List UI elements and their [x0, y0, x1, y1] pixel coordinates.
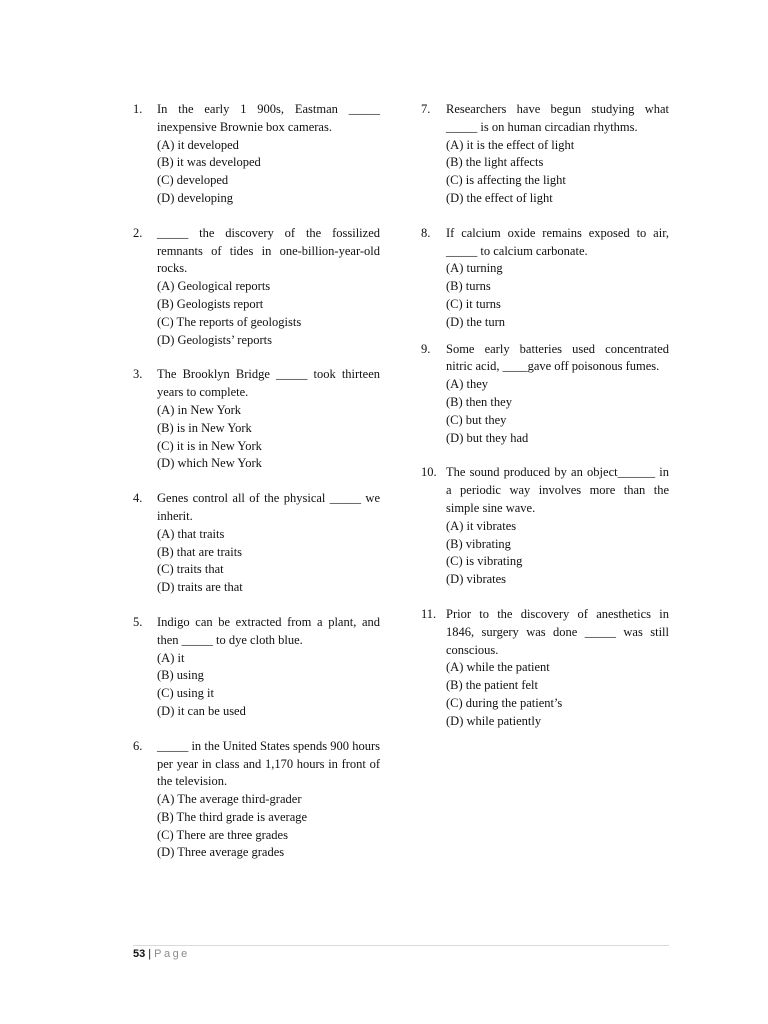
option-a: (A) turning — [446, 261, 503, 276]
question-number: 7. — [421, 102, 431, 116]
option-b: (B) vibrating — [446, 536, 511, 551]
option-a: (A) Geological reports — [157, 279, 271, 294]
page-footer — [133, 947, 190, 961]
question-7 — [421, 101, 669, 208]
footer-separator: | — [148, 948, 152, 960]
question-number: 2. — [133, 225, 143, 240]
option-a: (A) they — [446, 377, 488, 392]
option-c: (C) it turns — [446, 296, 501, 311]
option-a: (A) in New York — [157, 402, 242, 417]
option-d: (D) while patiently — [446, 713, 542, 728]
option-d: (D) developing — [157, 190, 234, 205]
right-question-column — [421, 101, 669, 748]
option-a: (A) that traits — [157, 526, 225, 541]
footer-divider — [133, 945, 669, 946]
option-c: (C) is vibrating — [446, 554, 523, 569]
option-c: (C) traits that — [157, 562, 224, 577]
option-c: (C) There are three grades — [157, 827, 288, 842]
option-c: (C) The reports of geologists — [157, 314, 302, 329]
question-number: 3. — [133, 367, 143, 382]
question-number: 11. — [421, 606, 437, 621]
question-10 — [421, 464, 669, 589]
question-number: 9. — [421, 341, 431, 356]
option-c: (C) using it — [157, 686, 214, 701]
option-a: (A) it is the effect of light — [446, 137, 575, 152]
question-number: 10. — [421, 465, 437, 480]
option-d: (D) vibrates — [446, 572, 507, 587]
page-label: Page — [154, 948, 190, 960]
option-b: (B) using — [157, 668, 204, 683]
option-d: (D) which New York — [157, 456, 262, 471]
question-stem: _____ in the United States spends 900 hours per year in class and 1,170 hours in front of the television. — [157, 738, 380, 789]
option-a: (A) The average third-grader — [157, 792, 302, 807]
option-c: (C) it is in New York — [157, 438, 262, 453]
option-b: (B) it was developed — [157, 155, 261, 170]
option-b: (B) The third grade is average — [157, 809, 308, 824]
question-6 — [133, 738, 380, 863]
question-11 — [421, 606, 669, 731]
question-stem: In the early 1 900s, Eastman _____ inexpensive Brownie box cameras. — [157, 102, 380, 134]
left-question-column — [133, 101, 380, 879]
option-d: (D) Geologists’ reports — [157, 332, 273, 347]
option-d: (D) traits are that — [157, 580, 243, 595]
question-stem: Indigo can be extracted from a plant, and then _____ to dye cloth blue. — [157, 614, 380, 647]
option-d: (D) but they had — [446, 430, 529, 445]
question-9 — [421, 341, 669, 448]
question-8 — [421, 225, 669, 332]
question-stem: _____ the discovery of the fossilized remnants of tides in one-billion-year-old rocks. — [157, 225, 380, 276]
option-a: (A) it developed — [157, 137, 239, 152]
question-number: 5. — [133, 614, 143, 629]
option-b: (B) then they — [446, 394, 512, 409]
question-number: 1. — [133, 102, 143, 116]
question-stem: The sound produced by an object______ in a periodic way involves more than the simple sine wave. — [446, 465, 669, 515]
option-b: (B) turns — [446, 279, 491, 294]
option-d: (D) the effect of light — [446, 190, 553, 205]
option-d: (D) Three average grades — [157, 845, 285, 860]
option-b: (B) the light affects — [446, 155, 544, 170]
option-a: (A) it vibrates — [446, 518, 517, 533]
question-3 — [133, 366, 380, 473]
option-d: (D) it can be used — [157, 703, 246, 718]
question-4 — [133, 490, 380, 597]
question-stem: The Brooklyn Bridge _____ took thirteen years to complete. — [157, 367, 380, 400]
question-number: 4. — [133, 491, 143, 506]
page-number: 53 — [133, 948, 146, 960]
option-c: (C) is affecting the light — [446, 173, 566, 188]
question-2 — [133, 225, 380, 350]
option-b: (B) that are traits — [157, 544, 243, 559]
option-b: (B) is in New York — [157, 420, 252, 435]
option-c: (C) developed — [157, 173, 229, 188]
question-1 — [133, 101, 380, 208]
option-c: (C) during the patient’s — [446, 695, 563, 710]
question-stem: Some early batteries used concentrated nitric acid, ____gave off poisonous fumes. — [446, 341, 669, 374]
question-number: 6. — [133, 738, 143, 753]
option-b: (B) Geologists report — [157, 296, 264, 311]
question-5 — [133, 614, 380, 721]
option-a: (A) while the patient — [446, 660, 550, 675]
question-number: 8. — [421, 225, 431, 240]
question-stem: If calcium oxide remains exposed to air, _____ to calcium carbonate. — [446, 225, 669, 258]
option-c: (C) but they — [446, 412, 507, 427]
question-stem: Researchers have begun studying what _____ is on human circadian rhythms. — [446, 102, 669, 134]
option-a: (A) it — [157, 650, 185, 665]
question-stem: Prior to the discovery of anesthetics in 1846, surgery was done _____ was still conscious. — [446, 606, 669, 657]
option-b: (B) the patient felt — [446, 678, 538, 693]
option-d: (D) the turn — [446, 314, 506, 329]
question-stem: Genes control all of the physical _____ we inherit. — [157, 491, 380, 523]
